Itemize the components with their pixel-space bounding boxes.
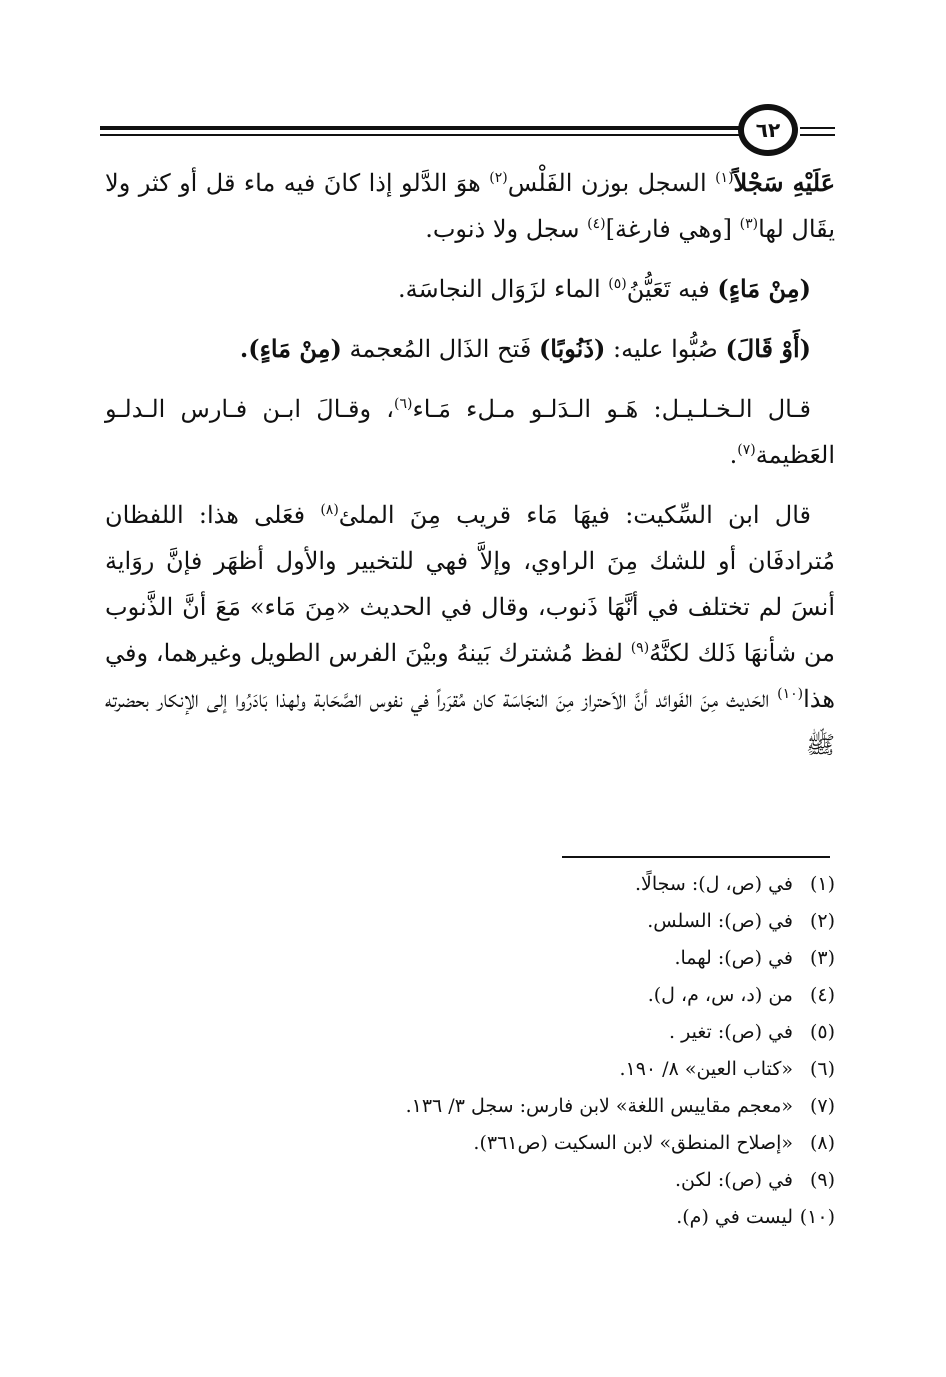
footnote-ref-8: (٨): [320, 502, 339, 518]
paragraph-5: [105, 492, 835, 768]
footnote: [300, 1162, 835, 1199]
footnote-number: (٩): [809, 1169, 835, 1191]
footnote: [300, 1125, 835, 1162]
page-number: ٦٢: [755, 118, 781, 142]
footnote-ref-5: (٥): [608, 276, 627, 292]
paragraph-2: [105, 266, 835, 312]
footnote-text: «إصلاح المنطق» لابن السكيت (ص٣٦١).: [473, 1132, 793, 1154]
paragraph-text: لفظ مُشترك بَينهُ وبيْنَ الفرس الطويل وغيرهما، وفي هذا: [105, 639, 835, 713]
footnote-ref-2: (٢): [489, 170, 508, 186]
paragraph-1: [105, 160, 835, 252]
footnote-text: ليست في (م).: [676, 1206, 793, 1228]
paragraph-text: الماء لزَوَال النجاسَة.: [398, 275, 609, 303]
paragraph-text: فعَلى هذا: اللفظان مُترادفَان أو للشك مِنَ الراوي، وإلاَّ فهي للتخيير والأول أظهَر فإنَّ روَاية أنسَ لم تختلف في أنَّهَا ذَنوب، وقال في الحديث «مِنَ مَاء» مَعَ أنَّ الذَّنوب من شأنهَا ذَلك لكنَّهُ: [105, 501, 835, 667]
page-header: [100, 100, 835, 160]
paragraph-text: فَتح الذَال المُعجمة: [341, 335, 539, 363]
paragraph-text: قال ابن السِّكيت: فيهَا مَاء قريب مِنَ الملئ: [338, 501, 811, 529]
footnote: [300, 866, 835, 903]
header-rule-right-bottom: [800, 134, 835, 136]
footnote-number: (٧): [809, 1095, 835, 1117]
paragraph-text: سجل ولا ذنوب.: [425, 215, 588, 243]
footnote-number: (٢): [809, 910, 835, 932]
footnote-separator: [562, 856, 830, 858]
footnote-text: من (د، س، م، ل).: [647, 984, 793, 1006]
quoted-term: (أَوْ قَالَ): [725, 334, 811, 363]
footnote-number: (٨): [809, 1132, 835, 1154]
paragraph-text: هوَ الدَّلو إذا كانَ فيه ماء قل أو كثر ولا يقَال لها: [105, 169, 835, 243]
paragraph-3: [105, 326, 835, 372]
footnote-number: (١): [809, 873, 835, 895]
paragraph-text: صُبُّوا عليه:: [605, 335, 726, 363]
footnote: [300, 1088, 835, 1125]
footnote-text: في (ص، ل): سجالًا.: [634, 873, 793, 895]
footnote-ref-6: (٦): [394, 396, 413, 412]
header-rule-thin: [100, 134, 740, 136]
quoted-term: عَلَيْهِ سَجْلاً: [733, 168, 836, 197]
quoted-term: (مِنْ مَاءٍ).: [239, 334, 342, 363]
footnote-ref-10: (١٠): [777, 686, 804, 702]
footnote-ref-3: (٣): [739, 216, 759, 232]
footnote: [300, 1014, 835, 1051]
footnote-text: «كتاب العين» ٨/ ١٩٠.: [619, 1058, 793, 1080]
footnote-number: (٦): [809, 1058, 835, 1080]
paragraph-text: الحَديث مِنَ الفَوائد أنَّ الاَحتراز مِنَ النجَاسَة كان مُقرَراً في نفوس الصَّحَابة ولهذا بَادَرُوا إلى الإنكار بحضرته ﷺ: [105, 685, 835, 759]
paragraph-text: .: [729, 441, 738, 469]
header-rule-right-top: [800, 127, 835, 129]
footnote-text: في (ص): لكن.: [675, 1169, 793, 1191]
footnote-ref-7: (٧): [737, 442, 756, 458]
footnote: [300, 1199, 835, 1236]
paragraph-text: قـال الـخـلـيـل: هَـو الـدَلـو مـلء مَـاء: [412, 395, 811, 423]
footnote-text: في (ص): لهما.: [674, 947, 793, 969]
footnotes: [300, 866, 835, 1236]
paragraph-text: ، وقـالَ ابـن فـارس الـدلـو العَظيمة: [105, 395, 835, 469]
footnote-number: (٤): [809, 984, 835, 1006]
paragraph-text: فيه تَعَيُّنُ: [626, 275, 718, 303]
header-rule-thick: [100, 126, 740, 130]
footnote-ref-1: (١): [715, 170, 734, 186]
footnote: [300, 1051, 835, 1088]
footnote: [300, 940, 835, 977]
footnote-number: (١٠): [799, 1206, 835, 1228]
footnote-text: «معجم مقاييس اللغة» لابن فارس: سجل ٣/ ١٣٦.: [405, 1095, 793, 1117]
quoted-term: (مِنْ مَاءٍ): [717, 274, 811, 303]
footnote-text: في (ص): السلس.: [647, 910, 793, 932]
footnote-number: (٣): [809, 947, 835, 969]
paragraph-4: [105, 386, 835, 478]
quoted-term: (ذَنُوبًا): [538, 334, 606, 363]
footnote-number: (٥): [809, 1021, 835, 1043]
paragraph-text: [وهي فارغة]: [605, 215, 740, 243]
paragraph-text: السجل بوزن الفَلْس: [507, 169, 716, 197]
footnote: [300, 977, 835, 1014]
footnote-text: في (ص): تغير .: [669, 1021, 793, 1043]
footnote-ref-9: (٩): [630, 640, 650, 656]
body-text: [105, 160, 835, 776]
footnote-ref-4: (٤): [587, 216, 606, 232]
footnote: [300, 903, 835, 940]
page-number-ring: [738, 104, 798, 156]
